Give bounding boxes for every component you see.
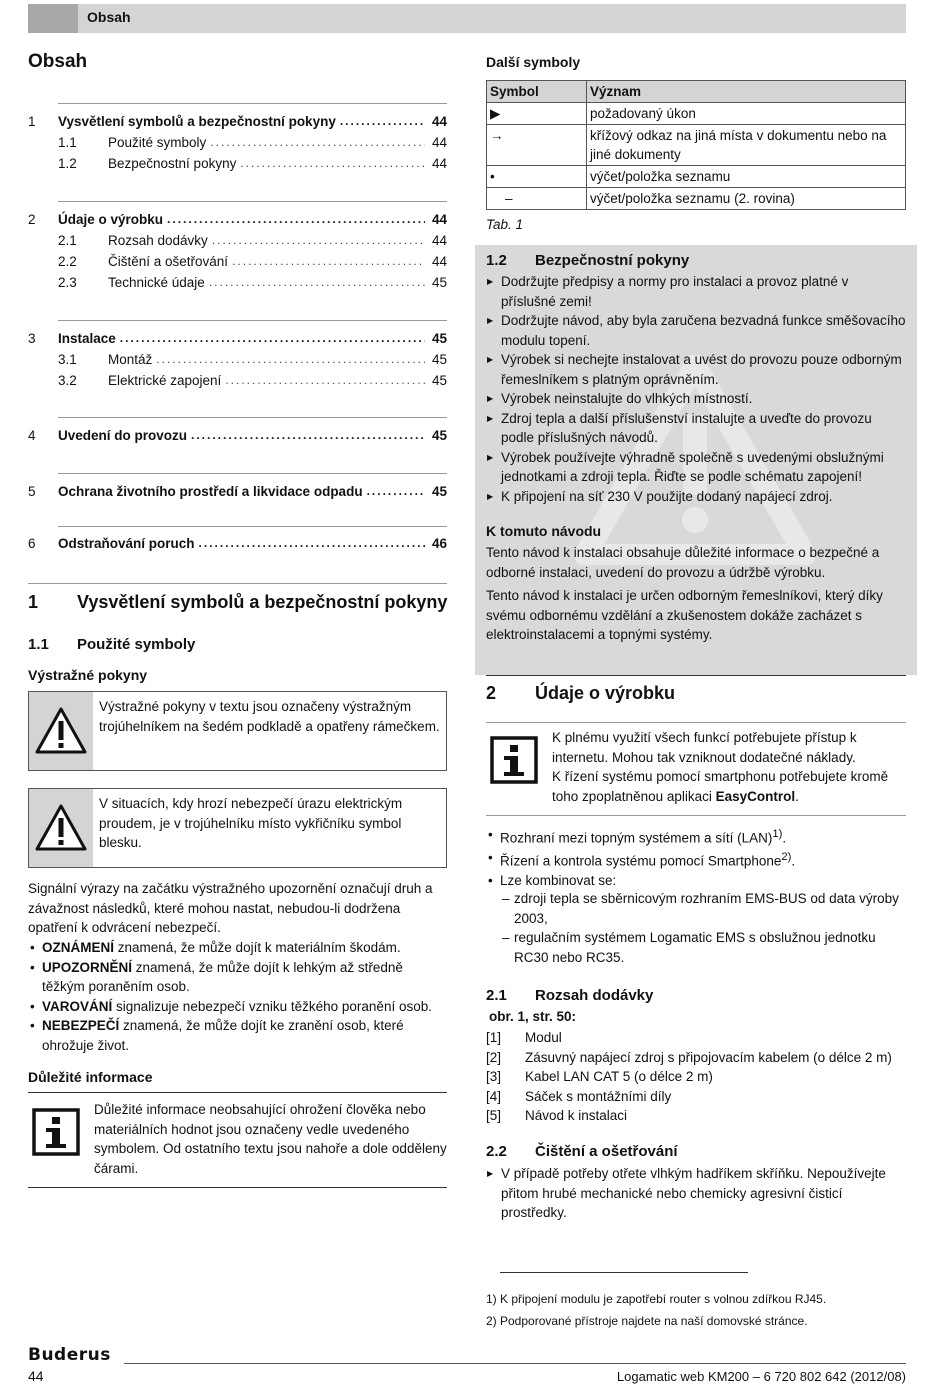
list-item: ▶ Zdroj tepla a další příslušenství instalujte a uveďte do provozu podle příslušných návodů.	[486, 409, 906, 448]
section-2-2-heading: 2.2 Čištění a ošetřování	[486, 1143, 678, 1160]
info-box-text: Důležité informace neobsahující ohrožení člověka nebo materiálních hodnot jsou označeny vedle uvedeného symbolem. Od ostatního textu jsou nahoře a dole odděleny čárami.	[94, 1102, 447, 1176]
list-item: ▶ Dodržujte návod, aby byla zaručena bezvadná funkce směšovacího modulu topení.	[486, 311, 906, 350]
document-id: Logamatic web KM200 – 6 720 802 642 (2012/08)	[616, 1369, 906, 1384]
info-box-text-line: K řízení systému pomocí smartphonu potřebujete kromě toho zpoplatněnou aplikaci EasyControl.	[552, 769, 889, 804]
list-item: ▶ V případě potřeby otřete vlhkým hadříkem skříňku. Nepoužívejte přitom hrubé mechanické nebo chemicky agresivní čisticí prostředky.	[486, 1164, 906, 1223]
section-1-heading: 1 Vysvětlení symbolů a bezpečnostní pokyny	[28, 592, 448, 612]
table-header-row	[487, 81, 906, 103]
section-separator	[486, 675, 906, 676]
warning-box-text: Výstražné pokyny v textu jsou označeny výstražným trojúhelníkem na šedém podkladě a opatřeny rámečkem.	[99, 699, 440, 734]
toc-leader	[336, 112, 425, 132]
info-icon	[28, 1100, 94, 1178]
toc-leader	[208, 231, 425, 251]
list-item: • NEBEZPEČÍ znamená, že může dojít ke zranění osob, které ohrožuje život.	[28, 1016, 447, 1055]
list-item: ▶ Výrobek si nechejte instalovat a uvést do provozu pouze odborným řemeslníkem s platným oprávněním.	[486, 350, 906, 389]
toc-entry[interactable]: 3 Instalace ..... 45	[28, 328, 447, 348]
table-caption: Tab. 1	[486, 217, 524, 232]
header-tab-marker	[28, 4, 78, 33]
toc-entry[interactable]: 6 Odstraňování poruch ..... 46	[28, 533, 447, 553]
toc-entry[interactable]: 3.1 Montáž ..... 45	[28, 349, 447, 369]
toc-separator	[58, 201, 447, 202]
column-header: Význam	[587, 81, 906, 103]
page-number: 44	[28, 1368, 44, 1384]
info-box	[486, 728, 906, 806]
list-item: • UPOZORNĚNÍ znamená, že může dojít k lehkým až středně těžkým poraněním osob.	[28, 958, 447, 997]
warnings-heading: Výstražné pokyny	[28, 667, 148, 683]
meaning-cell: požadovaný úkon	[587, 103, 906, 125]
toc-entry[interactable]: 5 Ochrana životního prostředí a likvidace odpadu ..... 45	[28, 481, 447, 501]
brand-logo: Buderus	[28, 1345, 111, 1365]
toc-separator	[58, 473, 447, 474]
footer-rule	[124, 1363, 906, 1364]
list-item: ▶ Výrobek neinstalujte do vlhkých místností.	[486, 389, 906, 409]
list-item: • Rozhraní mezi topným systémem a sítí (LAN)$^{1)}$.	[486, 825, 906, 848]
list-item: [1] Modul	[486, 1030, 562, 1045]
cleaning-instructions-list	[486, 1164, 906, 1223]
toc-leader	[228, 252, 425, 272]
toc-leader	[187, 426, 425, 446]
about-manual-paragraph: Tento návod k instalaci obsahuje důležité informace o bezpečné a odborné instalaci, uvedení do provozu a údržbě výrobku.	[486, 545, 880, 580]
symbol-cell: →	[487, 125, 587, 166]
toc-leader	[163, 210, 425, 230]
toc-entry[interactable]: 1 Vysvětlení symbolů a bezpečnostní pokyny ..... 44	[28, 111, 447, 131]
list-item: [3] Kabel LAN CAT 5 (o délce 2 m)	[486, 1069, 713, 1084]
important-info-heading: Důležité informace	[28, 1069, 153, 1085]
toc-leader	[152, 350, 425, 370]
warning-box	[28, 691, 447, 771]
signal-words-intro: Signální výrazy na začátku výstražného upozornění označují druh a závažnost následků, které mohou nastat, nebudou-li dodržena opatření k odvrácení nebezpečí.	[28, 881, 433, 935]
combination-sub-list	[500, 889, 906, 967]
toc-title: Obsah	[28, 51, 88, 72]
toc-entry[interactable]: 4 Uvedení do provozu ..... 45	[28, 425, 447, 445]
list-item: • VAROVÁNÍ signalizuje nebezpečí vzniku těžkého poranění osob.	[28, 997, 447, 1017]
list-item: [4] Sáček s montážními díly	[486, 1088, 672, 1104]
list-item: ▶ Dodržujte předpisy a normy pro instalaci a provoz platné v příslušné zemi!	[486, 272, 906, 311]
signal-words-list	[28, 938, 447, 1055]
meaning-cell: křížový odkaz na jiná místa v dokumentu nebo na jiné dokumenty	[587, 125, 906, 166]
footnote-rule	[500, 1272, 748, 1273]
list-item: [2] Zásuvný napájecí zdroj s připojovacím kabelem (o délce 2 m)	[486, 1049, 892, 1065]
toc-leader	[363, 482, 425, 502]
other-symbols-heading: Další symboly	[486, 54, 581, 70]
toc-separator	[58, 417, 447, 418]
list-item: ▶ Výrobek používejte výhradně společně s uvedenými obslužnými jednotkami a zdroji tepla. Řiďte se podle schématu zapojení!	[486, 448, 906, 487]
symbol-cell: •	[487, 166, 587, 188]
safety-instructions-list	[486, 272, 906, 506]
about-manual-paragraph: Tento návod k instalaci je určen odborným řemeslníkovi, který díky svému odbornému vzdělání a zkušenostem dokáže zacházet s elektroinstalacemi a topnými systémy.	[486, 588, 883, 642]
toc-entry[interactable]: 3.2 Elektrické zapojení ..... 45	[28, 370, 447, 390]
warning-box	[28, 788, 447, 868]
meaning-cell: výčet/položka seznamu (2. rovina)	[587, 188, 906, 210]
warning-triangle-icon	[29, 692, 93, 770]
list-item: – zdroji tepla se sběrnicovým rozhraním EMS-BUS od data výroby 2003,	[500, 889, 906, 928]
toc-entry[interactable]: 2 Údaje o výrobku ..... 44	[28, 209, 447, 229]
delivery-items-list	[486, 1028, 906, 1126]
table-row	[487, 125, 906, 166]
symbol-cell: ▶	[487, 103, 587, 125]
toc-entry[interactable]: 2.1 Rozsah dodávky ..... 44	[28, 230, 447, 250]
list-item: [5] Návod k instalaci	[486, 1108, 628, 1123]
product-features-list	[486, 825, 906, 891]
info-top-rule	[486, 722, 906, 723]
info-bottom-rule	[486, 815, 906, 816]
info-bottom-rule	[28, 1187, 447, 1188]
list-item: • Lze kombinovat se:	[486, 871, 906, 891]
info-box-text: K plnému využití všech funkcí potřebujete přístup k internetu. Mohou tak vzniknout dodatečné náklady. K řízení systému pomocí smartphonu potřebujete kromě toho zpoplatněnou aplikaci EasyControl.	[552, 728, 906, 806]
toc-leader	[195, 534, 425, 554]
toc-separator	[58, 526, 447, 527]
toc-leader	[236, 154, 425, 174]
toc-leader	[221, 371, 425, 391]
section-2-1-heading: 2.1 Rozsah dodávky	[486, 987, 654, 1004]
table-row	[487, 188, 906, 210]
section-1-1-heading: 1.1 Použité symboly	[28, 636, 196, 653]
section-2-heading: 2 Údaje o výrobku	[486, 683, 676, 703]
table-row	[487, 166, 906, 188]
info-box	[28, 1100, 447, 1178]
section-1-2-heading: 1.2 Bezpečnostní pokyny	[486, 252, 690, 269]
page-header-bar	[28, 4, 906, 33]
figure-reference: obr. 1, str. 50:	[489, 1009, 577, 1024]
symbol-cell: –	[487, 188, 587, 210]
info-icon	[486, 728, 552, 806]
toc-leader	[116, 329, 425, 349]
section-separator	[28, 583, 447, 584]
footnote: 2) Podporované přístroje najdete na naší domovské stránce.	[486, 1314, 808, 1328]
info-top-rule	[28, 1092, 447, 1093]
toc-separator	[58, 103, 447, 104]
footnote: 1) K připojení modulu je zapotřebí router s volnou zdířkou RJ45.	[486, 1292, 827, 1306]
list-item: ▶ K připojení na síť 230 V použijte dodaný napájecí zdroj.	[486, 487, 906, 507]
about-manual-heading: K tomuto návodu	[486, 523, 602, 539]
toc-entry[interactable]: 1.1 Použité symboly ..... 44	[28, 132, 447, 152]
toc-leader	[205, 273, 425, 293]
toc-entry[interactable]: 2.2 Čištění a ošetřování ..... 44	[28, 251, 447, 271]
column-header: Symbol	[487, 81, 587, 103]
table-row	[487, 103, 906, 125]
warning-box-text: V situacích, kdy hrozí nebezpečí úrazu elektrickým proudem, je v trojúhelníku místo vykřičníku symbol blesku.	[99, 796, 403, 850]
list-item: • Řízení a kontrola systému pomocí Smartphone$^{2)}$.	[486, 848, 906, 871]
toc-separator	[58, 320, 447, 321]
toc-entry[interactable]: 2.3 Technické údaje ..... 45	[28, 272, 447, 292]
symbols-table	[486, 80, 906, 210]
toc-entry[interactable]: 1.2 Bezpečnostní pokyny ..... 44	[28, 153, 447, 173]
header-title: Obsah	[87, 9, 131, 25]
list-item: – regulačním systémem Logamatic EMS s obslužnou jednotku RC30 nebo RC35.	[500, 928, 906, 967]
warning-triangle-icon	[29, 789, 93, 867]
list-item: • OZNÁMENÍ znamená, že může dojít k materiálním škodám.	[28, 938, 447, 958]
meaning-cell: výčet/položka seznamu	[587, 166, 906, 188]
toc-leader	[206, 133, 425, 153]
